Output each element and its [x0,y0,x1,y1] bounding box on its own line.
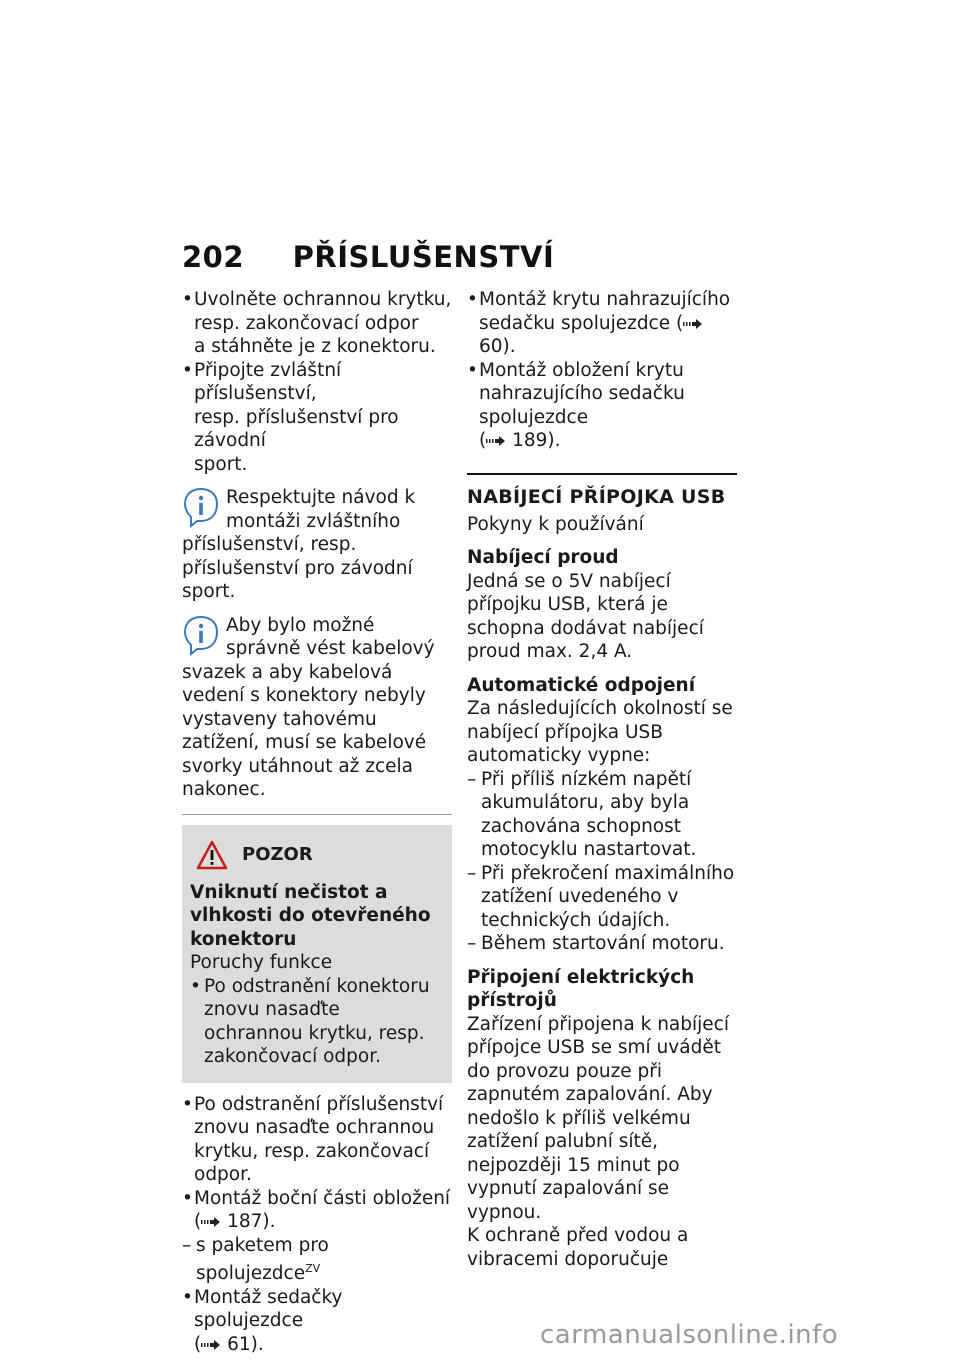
list-item-text: Montáž sedačky spolujezdce [194,1286,343,1332]
page-number: 202 [182,240,245,274]
list-item-text: Při překročení maximálního zatížení uvedeného v technických údajích. [481,862,735,931]
list-item-text: Po odstranění konektoru znovu nasaďte ochrannou krytku, resp. zakončovací odpor. [204,975,430,1067]
warning-label: POZOR [242,843,313,865]
subheading: Nabíjecí proud [467,547,619,568]
page-reference: 60). [479,336,516,357]
list-item-text: resp. příslušenství pro závodní [194,406,399,451]
warning-header [190,835,444,875]
info-icon [182,486,220,530]
section-title: PŘÍSLUŠENSTVÍ [292,240,555,274]
list-item-text: sport. [194,453,248,475]
watermark: carmanualsonline.info [540,1320,839,1350]
info-note [182,486,452,604]
page-header [182,240,554,274]
paragraph: Jedná se o 5V nabíjecí přípojku USB, která je schopna dodávat nabíjecí proud max. 2,4 A. [467,570,704,662]
list-item: • Montáž obložení krytu nahrazujícího sedačku spolujezdce ( 189). [467,359,737,453]
list-item [182,1234,452,1286]
list-item [467,932,737,956]
info-icon [182,614,220,658]
list-item-text: Montáž krytu nahrazujícího sedačku spolujezdce ( [479,289,731,334]
list-item-text: Uvolněte ochrannou krytku, [194,289,452,310]
right-column [467,288,737,1271]
page-reference-arrow-icon [486,436,506,446]
warning-box [182,825,452,1083]
list-item: • Montáž boční části obložení ( 187). [182,1187,452,1234]
page-reference: 187). [227,1211,276,1232]
list-item [182,359,452,477]
warning-text: Poruchy funkce [190,952,333,973]
section-heading: NABÍJECÍ PŘÍPOJKA USB [467,485,726,508]
list-item [182,1093,452,1187]
page-reference-arrow-icon [201,1217,221,1227]
subheading: Automatické odpojení [467,674,696,696]
paragraph: Za následujících okolností se nabíjecí přípojka USB automaticky vypne: [467,698,733,766]
page-reference-arrow-icon [201,1340,221,1350]
list-item-text: resp. zakončovací odpor [194,312,419,334]
list-item: • Montáž sedačky spolujezdce ( 61). [182,1286,452,1357]
intro-text: Pokyny k používání [467,513,644,535]
list-item [190,975,444,1069]
paragraph: Zařízení připojena k nabíjecí přípojce USB se smí uvádět do provozu pouze při zapnutém zapalování. Aby nedošlo k příliš velkému zatížení palubní sítě, nejpozději 15 minut po vypnutí zapalování se vypnou. [467,1013,729,1223]
left-column [182,288,452,1356]
list-item [182,288,452,359]
list-item-text: Montáž obložení krytu nahrazujícího sedačku spolujezdce [479,359,685,428]
info-note [182,614,452,802]
note-text: Respektujte návod k montáži zvláštního příslušenství, resp. příslušenství pro závodní sport. [182,487,416,602]
section-divider [467,473,737,475]
list-item [467,288,737,359]
subheading: Připojení elektrických přístrojů [467,966,695,1011]
page-reference: 61). [227,1333,264,1355]
list-item-text: Připojte zvláštní příslušenství, [194,359,342,404]
note-text: Aby bylo možné správně vést kabelový svazek a aby kabelová vedení s konektory nebyly vystaveny tahovému zatížení, musí se kabelové svorky utáhnout až zcela nakonec. [182,614,435,800]
list-item [467,862,737,933]
list-item-text: a stáhněte je z konektoru. [194,336,436,357]
list-item [467,768,737,862]
warning-triangle-icon [196,840,228,870]
page-reference: 189). [512,430,561,451]
list-item-text: Při příliš nízkém napětí akumulátoru, aby byla zachována schopnost motocyklu nastartovat. [481,768,697,860]
divider [182,814,452,815]
footnote-marker: ZV [305,1262,321,1275]
list-item-text: Montáž boční části obložení [194,1187,451,1209]
list-item-text: s paketem pro spolujezdce [196,1234,329,1285]
paragraph: K ochraně před vodou a vibracemi doporučuje [467,1225,689,1270]
list-item-text: Po odstranění příslušenství znovu nasaďte ochrannou krytku, resp. zakončovací odpor. [194,1093,444,1185]
warning-title: Vniknutí nečistot a vlhkosti do otevřeného konektoru [190,881,431,950]
page-reference-arrow-icon [683,319,703,329]
list-item-text: Během startování motoru. [481,933,725,954]
